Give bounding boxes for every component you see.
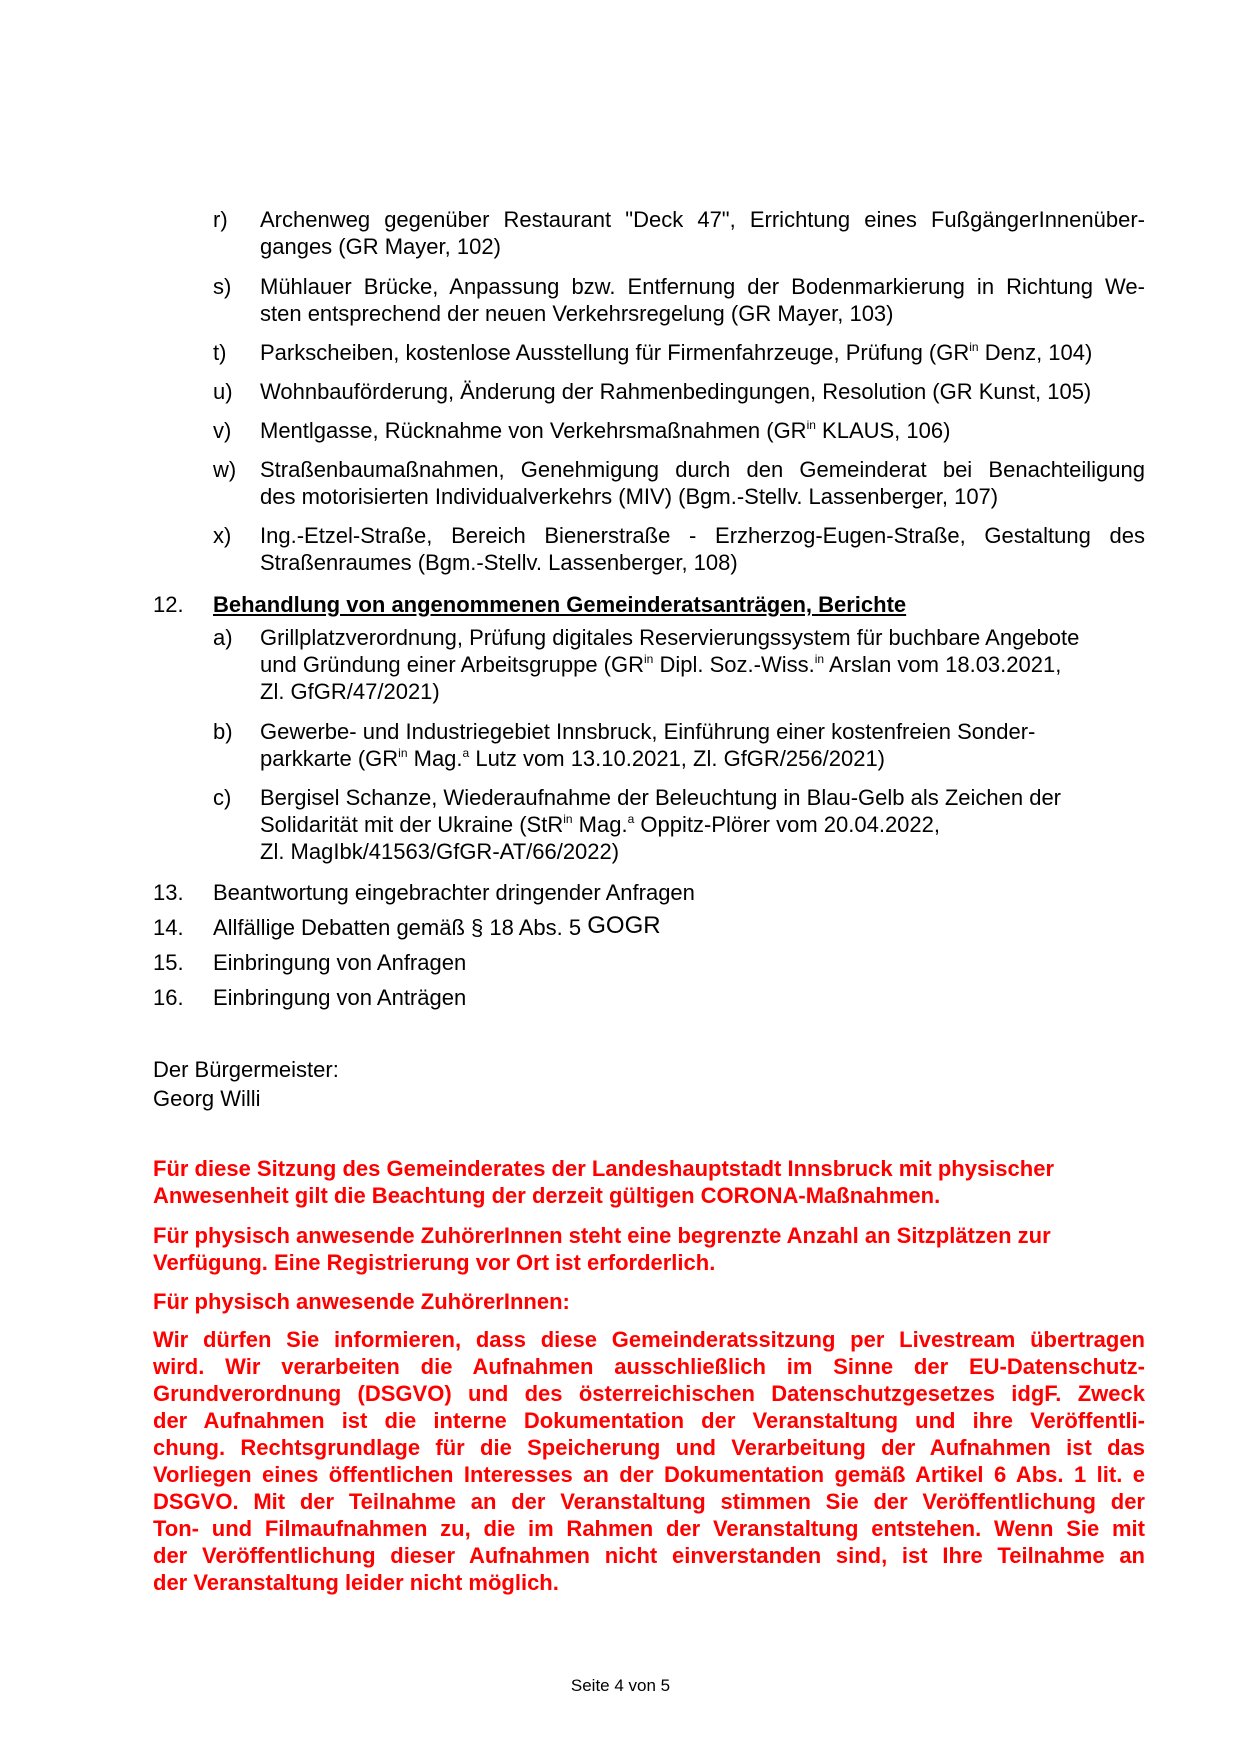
- section-heading: Behandlung von angenommenen Gemeinderatsanträgen, Berichte: [213, 592, 907, 617]
- item-text: Beantwortung eingebrachter dringender Anfragen: [213, 880, 695, 905]
- superscript: in: [563, 812, 573, 826]
- item-text-line: Ing.-Etzel-Straße, Bereich Bienerstraße - Erzherzog-Eugen-Straße, Gestaltung des: [260, 523, 1145, 548]
- superscript: in: [814, 652, 825, 666]
- item-number: 14.: [153, 915, 184, 940]
- item-text-line: parkkarte ($GR^{in}$ Mag.$^a$ Lutz vom 13.10.2021, Zl. GfGR/256/2021): [260, 746, 886, 771]
- item-text-line: und Gründung einer Arbeitsgruppe ($GR^{in}$ Dipl. Soz.-Wiss.$^{in}$ Arslan vom 18.03.2021,: [260, 652, 1062, 677]
- item-letter: v): [213, 418, 232, 443]
- item-text-line: Straßenbaumaßnahmen, Genehmigung durch den Gemeinderat bei Benachteiligung: [260, 457, 1145, 482]
- list-item: [213, 206, 1145, 260]
- superscript: in: [969, 340, 979, 354]
- agenda-item-16: [153, 984, 1145, 1011]
- item-text-line: Bergisel Schanze, Wiederaufnahme der Beleuchtung in Blau-Gelb als Zeichen der: [260, 785, 1062, 810]
- item-letter: s): [213, 274, 232, 299]
- item-letter: w): [213, 457, 237, 482]
- list-item: [213, 378, 1145, 405]
- item-text-line: sten entsprechend der neuen Verkehrsregelung (GR Mayer, 103): [260, 301, 894, 326]
- item-text: Mentlgasse, Rücknahme von Verkehrsmaßnahmen (GR: [260, 418, 807, 443]
- item-number: 15.: [153, 950, 184, 975]
- notice-line: Ton- und Filmaufnahmen zu, die im Rahmen der Veranstaltung entstehen. Wenn Sie mit: [153, 1516, 1145, 1541]
- item-text-line: Solidarität mit der Ukraine (StR$^{in}$ Mag.$^a$ Oppitz-Plörer vom 20.04.2022,: [260, 812, 940, 837]
- item-text: Einbringung von Anfragen: [213, 950, 467, 975]
- livestream-notice: [153, 1326, 1145, 1596]
- list-item: [213, 417, 1145, 444]
- notice-line: der Veranstaltung leider nicht möglich.: [153, 1570, 559, 1595]
- item-text-line: Zl. MagIbk/41563/GfGR-AT/66/2022): [260, 839, 620, 864]
- list-item: [213, 718, 1145, 772]
- list-item: [213, 456, 1145, 510]
- item-letter: x): [213, 523, 232, 548]
- superscript: in: [644, 652, 654, 666]
- item-text: Allfällige Debatten gemäß § 18 Abs. 5: [213, 915, 588, 940]
- notice-line: wird. Wir verarbeiten die Aufnahmen ausschließlich im Sinne der EU-Datenschutz-: [153, 1354, 1145, 1379]
- signature-block: [153, 1056, 339, 1112]
- superscript: in: [806, 418, 816, 432]
- notice-line: DSGVO. Mit der Teilnahme an der Veranstaltung stimmen Sie der Veröffentlichung der: [153, 1489, 1145, 1514]
- list-item: [213, 522, 1145, 576]
- item-letter: u): [213, 379, 233, 404]
- notice-line: Anwesenheit gilt die Beachtung der derzeit gültigen CORONA-Maßnahmen.: [153, 1183, 941, 1208]
- corona-notice: [153, 1155, 1145, 1209]
- notice-line: chung. Rechtsgrundlage für die Speicherung und Verarbeitung der Aufnahmen ist das: [153, 1435, 1145, 1460]
- notice-line: Für diese Sitzung des Gemeinderates der Landeshauptstadt Innsbruck mit physischer: [153, 1156, 1055, 1181]
- item-number: 16.: [153, 985, 184, 1010]
- item-text-line: Zl. GfGR/47/2021): [260, 679, 440, 704]
- item-letter: b): [213, 719, 233, 744]
- seating-notice: [153, 1222, 1145, 1276]
- list-item: [213, 273, 1145, 327]
- item-text: Denz, 104): [978, 340, 1093, 365]
- item-text-line: ganges (GR Mayer, 102): [260, 234, 501, 259]
- agenda-item-13: [153, 879, 1145, 906]
- superscript: in: [398, 746, 408, 760]
- agenda-item-15: [153, 949, 1145, 976]
- list-item: [213, 624, 1145, 705]
- item-letter: t): [213, 340, 227, 365]
- notice-line: der Aufnahmen ist die interne Dokumentation der Veranstaltung und ihre Veröffentli-: [153, 1408, 1145, 1433]
- item-text-line: Archenweg gegenüber Restaurant "Deck 47", Errichtung eines FußgängerInnenüber-: [260, 207, 1145, 232]
- item-number: 13.: [153, 880, 184, 905]
- signature-role: Der Bürgermeister:: [153, 1057, 339, 1082]
- superscript: a: [462, 746, 470, 760]
- list-item: [213, 784, 1145, 865]
- agenda-item-14: [153, 914, 1145, 941]
- item-letter: r): [213, 207, 228, 232]
- item-text-line: des motorisierten Individualverkehrs (MIV) (Bgm.-Stellv. Lassenberger, 107): [260, 484, 999, 509]
- superscript: a: [627, 812, 635, 826]
- item-text: Parkscheiben, kostenlose Ausstellung für Firmenfahrzeuge, Prüfung (GR: [260, 340, 970, 365]
- item-text: Einbringung von Anträgen: [213, 985, 467, 1010]
- audience-heading: Für physisch anwesende ZuhörerInnen:: [153, 1289, 570, 1314]
- agenda-item-12: [153, 591, 1145, 618]
- notice-line: Für physisch anwesende ZuhörerInnen steht eine begrenzte Anzahl an Sitzplätzen zur: [153, 1223, 1051, 1248]
- item-text-line: Straßenraumes (Bgm.-Stellv. Lassenberger, 108): [260, 550, 738, 575]
- item-text-line: Mühlauer Brücke, Anpassung bzw. Entfernung der Bodenmarkierung in Richtung We-: [260, 274, 1145, 299]
- item-number: 12.: [153, 592, 184, 617]
- item-text-extra: GOGR: [587, 912, 661, 939]
- item-text: KLAUS, 106): [815, 418, 951, 443]
- signature-name: Georg Willi: [153, 1086, 261, 1111]
- notice-line: Grundverordnung (DSGVO) und des österreichischen Datenschutzgesetzes idgF. Zweck: [153, 1381, 1145, 1406]
- notice-line: Verfügung. Eine Registrierung vor Ort ist erforderlich.: [153, 1250, 716, 1275]
- list-item: [213, 339, 1145, 366]
- item-text-line: Grillplatzverordnung, Prüfung digitales Reservierungssystem für buchbare Angebote: [260, 625, 1080, 650]
- item-text: Wohnbauförderung, Änderung der Rahmenbedingungen, Resolution (GR Kunst, 105): [260, 379, 1092, 404]
- notice-line: Wir dürfen Sie informieren, dass diese Gemeinderatssitzung per Livestream übertragen: [153, 1327, 1145, 1352]
- notice-line: Vorliegen eines öffentlichen Interesses an der Dokumentation gemäß Artikel 6 Abs. 1 lit. e: [153, 1462, 1145, 1487]
- item-letter: a): [213, 625, 233, 650]
- item-letter: c): [213, 785, 232, 810]
- page-number: Seite 4 von 5: [570, 1676, 671, 1695]
- notice-line: der Veröffentlichung dieser Aufnahmen nicht einverstanden sind, ist Ihre Teilnahme an: [153, 1543, 1145, 1568]
- item-text-line: Gewerbe- und Industriegebiet Innsbruck, Einführung einer kostenfreien Sonder-: [260, 719, 1036, 744]
